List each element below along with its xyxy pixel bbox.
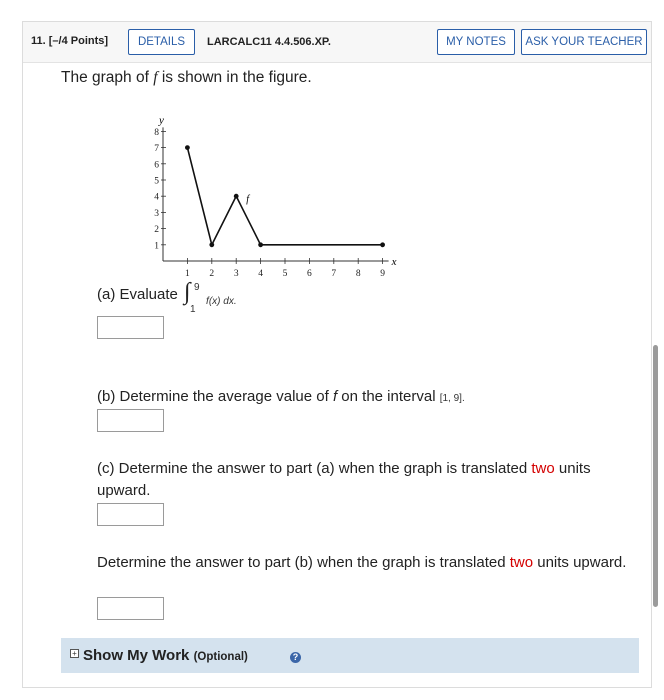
show-my-work-label[interactable]: Show My Work (Optional) [83,647,248,664]
question-number: 11. [–/4 Points] [31,35,109,47]
my-notes-button[interactable]: MY NOTES [437,29,515,55]
y-axis-label: y [159,114,164,127]
x-tick-label: 2 [209,269,215,279]
y-tick-label: 6 [154,160,159,171]
data-point [185,145,190,150]
part-b-text: (b) Determine the average value of f on the interval [1, 9]. [97,388,465,405]
question-header [23,22,651,63]
details-button[interactable]: DETAILS [128,29,195,55]
x-tick-label: 9 [380,269,385,279]
y-tick-label: 2 [154,225,159,236]
help-icon[interactable]: ? [290,652,301,663]
part-a-text: (a) Evaluate ∫ 9 1 f(x) dx. [97,284,222,306]
integrand: f(x) dx. [206,296,237,307]
y-tick-label: 7 [154,144,159,155]
data-point [209,242,214,247]
integral-upper-limit: 9 [194,282,200,293]
y-tick-label: 5 [154,176,159,187]
intro-text: The graph of f is shown in the figure. [61,69,312,86]
data-point [380,242,385,247]
answer-input-a[interactable] [97,316,164,339]
ask-teacher-button[interactable]: ASK YOUR TEACHER [521,29,647,55]
x-tick-label: 3 [233,269,239,279]
data-point [234,194,239,199]
answer-input-c[interactable] [97,503,164,526]
question-content [23,62,651,687]
integral-lower-limit: 1 [190,304,196,315]
data-point [258,242,263,247]
function-graph [123,114,397,279]
x-tick-label: 4 [258,269,263,279]
x-tick-label: 6 [307,269,312,279]
question-card [22,21,652,688]
function-line [187,148,382,245]
scrollbar-thumb[interactable] [653,345,658,607]
integral-sign: ∫ [184,279,191,305]
y-tick-label: 3 [154,208,159,219]
show-my-work-panel[interactable] [61,638,639,673]
x-tick-label: 8 [355,269,361,279]
answer-input-d[interactable] [97,597,164,620]
answer-input-b[interactable] [97,409,164,432]
x-axis-label: x [391,256,397,268]
curve-label: f [246,194,249,206]
y-tick-label: 1 [154,241,159,252]
x-tick-label: 1 [185,269,190,279]
part-c-text: (c) Determine the answer to part (a) when the graph is translated two units upward. [97,460,591,499]
y-tick-label: 8 [154,127,159,138]
x-tick-label: 5 [282,269,288,279]
x-tick-label: 7 [331,269,337,279]
expand-toggle-icon[interactable]: + [70,649,79,658]
assignment-code: LARCALC11 4.4.506.XP. [207,36,331,48]
y-tick-label: 4 [154,192,159,203]
part-d-text: Determine the answer to part (b) when the graph is translated two units upward. [97,554,627,571]
